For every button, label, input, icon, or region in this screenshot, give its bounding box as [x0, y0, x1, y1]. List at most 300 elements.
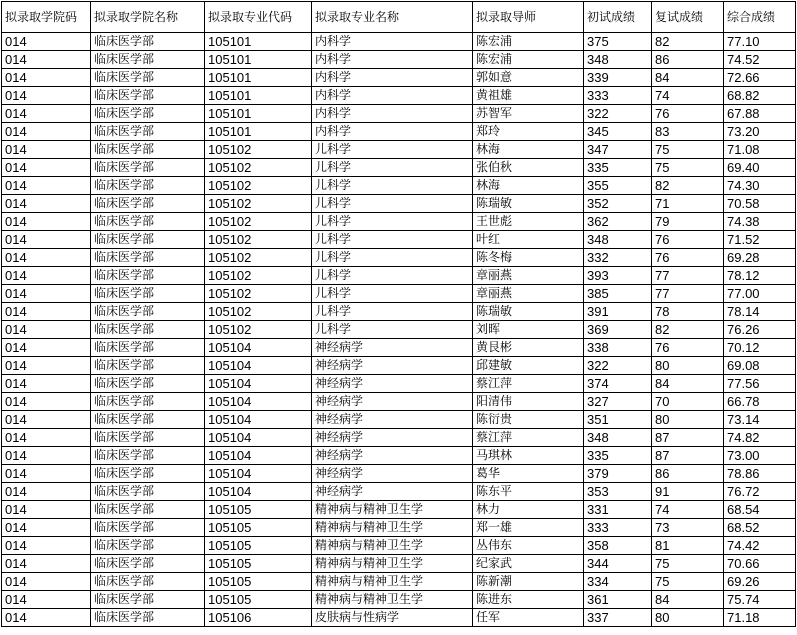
cell-college-code: 014 [2, 141, 91, 159]
cell-total-score: 73.20 [724, 123, 796, 141]
cell-retest-score: 77 [652, 285, 724, 303]
cell-advisor: 蔡江萍 [473, 429, 584, 447]
cell-advisor: 章丽燕 [473, 267, 584, 285]
cell-college-code: 014 [2, 33, 91, 51]
cell-total-score: 70.58 [724, 195, 796, 213]
cell-initial-score: 348 [584, 429, 652, 447]
cell-total-score: 72.66 [724, 69, 796, 87]
cell-college-name: 临床医学部 [91, 213, 205, 231]
cell-retest-score: 84 [652, 375, 724, 393]
cell-college-name: 临床医学部 [91, 177, 205, 195]
cell-advisor: 林海 [473, 177, 584, 195]
cell-total-score: 77.56 [724, 375, 796, 393]
cell-college-code: 014 [2, 213, 91, 231]
cell-college-code: 014 [2, 429, 91, 447]
table-row [2, 447, 796, 465]
cell-initial-score: 369 [584, 321, 652, 339]
cell-total-score: 78.86 [724, 465, 796, 483]
cell-major-code: 105104 [205, 465, 312, 483]
cell-college-code: 014 [2, 105, 91, 123]
cell-retest-score: 79 [652, 213, 724, 231]
cell-advisor: 陈宏浦 [473, 51, 584, 69]
cell-major-code: 105102 [205, 285, 312, 303]
cell-college-code: 014 [2, 249, 91, 267]
cell-initial-score: 335 [584, 447, 652, 465]
cell-advisor: 蔡江萍 [473, 375, 584, 393]
cell-advisor: 邱建敏 [473, 357, 584, 375]
cell-retest-score: 70 [652, 393, 724, 411]
cell-major-name: 儿科学 [312, 267, 473, 285]
cell-total-score: 76.72 [724, 483, 796, 501]
cell-college-code: 014 [2, 447, 91, 465]
cell-total-score: 68.82 [724, 87, 796, 105]
cell-total-score: 69.28 [724, 249, 796, 267]
cell-major-name: 精神病与精神卫生学 [312, 501, 473, 519]
cell-college-name: 临床医学部 [91, 357, 205, 375]
cell-advisor: 陈冬梅 [473, 249, 584, 267]
cell-advisor: 陈瑞敏 [473, 303, 584, 321]
cell-initial-score: 335 [584, 159, 652, 177]
cell-major-code: 105105 [205, 519, 312, 537]
cell-initial-score: 334 [584, 573, 652, 591]
cell-advisor: 陈衍贵 [473, 411, 584, 429]
col-header-college-code: 拟录取学院码 [2, 2, 91, 33]
cell-major-name: 儿科学 [312, 285, 473, 303]
cell-initial-score: 362 [584, 213, 652, 231]
cell-initial-score: 344 [584, 555, 652, 573]
cell-advisor: 陈瑞敏 [473, 195, 584, 213]
cell-major-code: 105105 [205, 591, 312, 609]
cell-college-name: 临床医学部 [91, 141, 205, 159]
cell-college-code: 014 [2, 195, 91, 213]
cell-advisor: 阳清伟 [473, 393, 584, 411]
cell-college-code: 014 [2, 231, 91, 249]
cell-college-name: 临床医学部 [91, 501, 205, 519]
cell-college-name: 临床医学部 [91, 465, 205, 483]
cell-retest-score: 75 [652, 159, 724, 177]
cell-advisor: 陈东平 [473, 483, 584, 501]
table-row [2, 609, 796, 627]
cell-college-name: 临床医学部 [91, 123, 205, 141]
cell-initial-score: 348 [584, 231, 652, 249]
cell-retest-score: 84 [652, 69, 724, 87]
cell-college-name: 临床医学部 [91, 573, 205, 591]
cell-major-name: 儿科学 [312, 249, 473, 267]
cell-major-code: 105104 [205, 411, 312, 429]
cell-college-code: 014 [2, 537, 91, 555]
cell-major-name: 儿科学 [312, 231, 473, 249]
cell-major-name: 儿科学 [312, 159, 473, 177]
cell-initial-score: 331 [584, 501, 652, 519]
cell-college-code: 014 [2, 123, 91, 141]
table-row [2, 375, 796, 393]
cell-initial-score: 333 [584, 87, 652, 105]
cell-retest-score: 86 [652, 465, 724, 483]
cell-total-score: 77.10 [724, 33, 796, 51]
cell-total-score: 71.18 [724, 609, 796, 627]
cell-college-code: 014 [2, 393, 91, 411]
cell-total-score: 74.42 [724, 537, 796, 555]
cell-college-code: 014 [2, 51, 91, 69]
table-row [2, 465, 796, 483]
table-row [2, 555, 796, 573]
col-header-major-name: 拟录取专业名称 [312, 2, 473, 33]
cell-retest-score: 83 [652, 123, 724, 141]
cell-college-code: 014 [2, 555, 91, 573]
table-row [2, 159, 796, 177]
cell-initial-score: 347 [584, 141, 652, 159]
cell-initial-score: 332 [584, 249, 652, 267]
table-row [2, 393, 796, 411]
cell-total-score: 69.08 [724, 357, 796, 375]
cell-major-code: 105105 [205, 555, 312, 573]
table-row [2, 429, 796, 447]
cell-major-code: 105104 [205, 357, 312, 375]
cell-advisor: 马琪林 [473, 447, 584, 465]
table-row [2, 33, 796, 51]
cell-advisor: 黄祖雄 [473, 87, 584, 105]
cell-advisor: 林海 [473, 141, 584, 159]
table-row [2, 411, 796, 429]
col-header-college-name: 拟录取学院名称 [91, 2, 205, 33]
cell-college-name: 临床医学部 [91, 591, 205, 609]
table-row [2, 519, 796, 537]
cell-initial-score: 385 [584, 285, 652, 303]
cell-college-code: 014 [2, 519, 91, 537]
col-header-major-code: 拟录取专业代码 [205, 2, 312, 33]
cell-retest-score: 74 [652, 87, 724, 105]
cell-total-score: 77.00 [724, 285, 796, 303]
cell-major-code: 105104 [205, 483, 312, 501]
cell-major-code: 105104 [205, 375, 312, 393]
cell-major-code: 105104 [205, 429, 312, 447]
table-row [2, 321, 796, 339]
cell-initial-score: 352 [584, 195, 652, 213]
cell-total-score: 71.52 [724, 231, 796, 249]
cell-major-name: 神经病学 [312, 357, 473, 375]
cell-major-code: 105106 [205, 609, 312, 627]
cell-major-code: 105102 [205, 231, 312, 249]
cell-major-name: 儿科学 [312, 141, 473, 159]
cell-retest-score: 87 [652, 429, 724, 447]
cell-advisor: 郑一雄 [473, 519, 584, 537]
cell-retest-score: 76 [652, 105, 724, 123]
cell-college-code: 014 [2, 339, 91, 357]
cell-initial-score: 358 [584, 537, 652, 555]
table-row [2, 141, 796, 159]
table-row [2, 537, 796, 555]
cell-college-code: 014 [2, 411, 91, 429]
cell-retest-score: 86 [652, 51, 724, 69]
cell-total-score: 70.66 [724, 555, 796, 573]
cell-major-code: 105101 [205, 123, 312, 141]
cell-retest-score: 82 [652, 321, 724, 339]
cell-advisor: 葛华 [473, 465, 584, 483]
table-row [2, 123, 796, 141]
col-header-advisor: 拟录取导师 [473, 2, 584, 33]
cell-major-code: 105102 [205, 249, 312, 267]
cell-major-code: 105102 [205, 213, 312, 231]
cell-major-code: 105105 [205, 573, 312, 591]
cell-major-name: 内科学 [312, 51, 473, 69]
cell-college-code: 014 [2, 357, 91, 375]
cell-initial-score: 339 [584, 69, 652, 87]
cell-major-name: 神经病学 [312, 411, 473, 429]
cell-major-name: 精神病与精神卫生学 [312, 537, 473, 555]
cell-college-code: 014 [2, 321, 91, 339]
cell-advisor: 林力 [473, 501, 584, 519]
cell-major-code: 105105 [205, 537, 312, 555]
cell-advisor: 刘晖 [473, 321, 584, 339]
cell-initial-score: 353 [584, 483, 652, 501]
cell-retest-score: 87 [652, 447, 724, 465]
cell-retest-score: 84 [652, 591, 724, 609]
cell-major-name: 神经病学 [312, 375, 473, 393]
cell-major-name: 内科学 [312, 33, 473, 51]
cell-major-name: 神经病学 [312, 447, 473, 465]
cell-retest-score: 75 [652, 555, 724, 573]
cell-retest-score: 80 [652, 411, 724, 429]
cell-major-name: 神经病学 [312, 393, 473, 411]
table-row [2, 501, 796, 519]
cell-college-code: 014 [2, 573, 91, 591]
cell-retest-score: 80 [652, 609, 724, 627]
cell-retest-score: 82 [652, 177, 724, 195]
cell-major-name: 内科学 [312, 123, 473, 141]
cell-major-code: 105102 [205, 303, 312, 321]
cell-initial-score: 338 [584, 339, 652, 357]
cell-total-score: 69.40 [724, 159, 796, 177]
cell-initial-score: 337 [584, 609, 652, 627]
cell-college-code: 014 [2, 465, 91, 483]
cell-college-code: 014 [2, 303, 91, 321]
cell-major-name: 皮肤病与性病学 [312, 609, 473, 627]
cell-major-name: 内科学 [312, 105, 473, 123]
cell-major-name: 儿科学 [312, 213, 473, 231]
cell-college-name: 临床医学部 [91, 69, 205, 87]
table-row [2, 267, 796, 285]
cell-advisor: 丛伟东 [473, 537, 584, 555]
cell-major-code: 105102 [205, 177, 312, 195]
cell-advisor: 苏智军 [473, 105, 584, 123]
cell-college-code: 014 [2, 501, 91, 519]
cell-retest-score: 75 [652, 573, 724, 591]
cell-advisor: 张伯秋 [473, 159, 584, 177]
cell-total-score: 67.88 [724, 105, 796, 123]
cell-major-name: 儿科学 [312, 303, 473, 321]
cell-college-name: 临床医学部 [91, 375, 205, 393]
cell-major-name: 儿科学 [312, 321, 473, 339]
cell-major-code: 105102 [205, 321, 312, 339]
cell-major-name: 精神病与精神卫生学 [312, 555, 473, 573]
cell-total-score: 78.12 [724, 267, 796, 285]
cell-total-score: 73.00 [724, 447, 796, 465]
cell-initial-score: 322 [584, 105, 652, 123]
cell-initial-score: 375 [584, 33, 652, 51]
cell-college-name: 临床医学部 [91, 609, 205, 627]
cell-college-code: 014 [2, 483, 91, 501]
cell-college-name: 临床医学部 [91, 231, 205, 249]
cell-college-code: 014 [2, 375, 91, 393]
cell-total-score: 69.26 [724, 573, 796, 591]
cell-college-code: 014 [2, 159, 91, 177]
table-row [2, 105, 796, 123]
cell-college-name: 临床医学部 [91, 105, 205, 123]
cell-initial-score: 351 [584, 411, 652, 429]
cell-college-name: 临床医学部 [91, 483, 205, 501]
cell-total-score: 76.26 [724, 321, 796, 339]
cell-major-code: 105105 [205, 501, 312, 519]
cell-major-name: 精神病与精神卫生学 [312, 573, 473, 591]
cell-initial-score: 345 [584, 123, 652, 141]
cell-major-name: 神经病学 [312, 465, 473, 483]
cell-initial-score: 355 [584, 177, 652, 195]
cell-major-code: 105104 [205, 447, 312, 465]
cell-initial-score: 374 [584, 375, 652, 393]
table-row [2, 87, 796, 105]
table-row [2, 303, 796, 321]
cell-college-name: 临床医学部 [91, 87, 205, 105]
table-row [2, 177, 796, 195]
cell-retest-score: 78 [652, 303, 724, 321]
cell-college-code: 014 [2, 177, 91, 195]
cell-college-code: 014 [2, 285, 91, 303]
cell-major-code: 105101 [205, 69, 312, 87]
cell-retest-score: 91 [652, 483, 724, 501]
col-header-total-score: 综合成绩 [724, 2, 796, 33]
cell-college-name: 临床医学部 [91, 411, 205, 429]
cell-major-name: 内科学 [312, 87, 473, 105]
cell-retest-score: 80 [652, 357, 724, 375]
cell-initial-score: 379 [584, 465, 652, 483]
cell-major-name: 内科学 [312, 69, 473, 87]
cell-initial-score: 391 [584, 303, 652, 321]
cell-college-name: 临床医学部 [91, 339, 205, 357]
cell-college-code: 014 [2, 87, 91, 105]
cell-advisor: 郭如意 [473, 69, 584, 87]
cell-total-score: 68.52 [724, 519, 796, 537]
cell-college-name: 临床医学部 [91, 51, 205, 69]
table-row [2, 591, 796, 609]
cell-advisor: 任军 [473, 609, 584, 627]
cell-major-code: 105101 [205, 33, 312, 51]
cell-major-name: 神经病学 [312, 483, 473, 501]
cell-advisor: 郑玲 [473, 123, 584, 141]
cell-total-score: 70.12 [724, 339, 796, 357]
cell-major-code: 105101 [205, 51, 312, 69]
cell-advisor: 陈宏浦 [473, 33, 584, 51]
cell-total-score: 74.52 [724, 51, 796, 69]
cell-advisor: 黄艮彬 [473, 339, 584, 357]
cell-retest-score: 76 [652, 231, 724, 249]
cell-retest-score: 82 [652, 33, 724, 51]
cell-retest-score: 76 [652, 339, 724, 357]
col-header-initial-score: 初试成绩 [584, 2, 652, 33]
cell-college-name: 临床医学部 [91, 555, 205, 573]
table-row [2, 573, 796, 591]
cell-major-code: 105104 [205, 393, 312, 411]
table-row [2, 285, 796, 303]
cell-college-name: 临床医学部 [91, 159, 205, 177]
cell-initial-score: 333 [584, 519, 652, 537]
table-row [2, 483, 796, 501]
table-row [2, 195, 796, 213]
cell-college-name: 临床医学部 [91, 267, 205, 285]
table-row [2, 231, 796, 249]
table-row [2, 51, 796, 69]
cell-college-code: 014 [2, 69, 91, 87]
cell-major-code: 105104 [205, 339, 312, 357]
cell-major-code: 105101 [205, 87, 312, 105]
cell-retest-score: 77 [652, 267, 724, 285]
cell-total-score: 74.30 [724, 177, 796, 195]
cell-college-code: 014 [2, 267, 91, 285]
cell-retest-score: 75 [652, 141, 724, 159]
cell-college-name: 临床医学部 [91, 447, 205, 465]
cell-major-name: 儿科学 [312, 195, 473, 213]
cell-college-name: 临床医学部 [91, 285, 205, 303]
table-row [2, 213, 796, 231]
cell-initial-score: 348 [584, 51, 652, 69]
cell-total-score: 71.08 [724, 141, 796, 159]
cell-initial-score: 393 [584, 267, 652, 285]
cell-retest-score: 74 [652, 501, 724, 519]
table-row [2, 339, 796, 357]
cell-total-score: 66.78 [724, 393, 796, 411]
cell-total-score: 68.54 [724, 501, 796, 519]
cell-major-name: 精神病与精神卫生学 [312, 519, 473, 537]
cell-college-name: 临床医学部 [91, 195, 205, 213]
cell-college-name: 临床医学部 [91, 321, 205, 339]
cell-college-code: 014 [2, 609, 91, 627]
cell-total-score: 73.14 [724, 411, 796, 429]
cell-retest-score: 71 [652, 195, 724, 213]
table-row [2, 69, 796, 87]
cell-initial-score: 361 [584, 591, 652, 609]
cell-advisor: 叶红 [473, 231, 584, 249]
cell-advisor: 陈进东 [473, 591, 584, 609]
cell-advisor: 王世彪 [473, 213, 584, 231]
cell-total-score: 74.82 [724, 429, 796, 447]
header-row [2, 2, 796, 33]
cell-major-name: 神经病学 [312, 429, 473, 447]
cell-major-code: 105102 [205, 159, 312, 177]
table-row [2, 357, 796, 375]
cell-advisor: 陈新潮 [473, 573, 584, 591]
cell-total-score: 74.38 [724, 213, 796, 231]
cell-initial-score: 327 [584, 393, 652, 411]
cell-college-name: 临床医学部 [91, 249, 205, 267]
cell-major-name: 神经病学 [312, 339, 473, 357]
col-header-retest-score: 复试成绩 [652, 2, 724, 33]
table-row [2, 249, 796, 267]
cell-college-name: 临床医学部 [91, 537, 205, 555]
cell-college-name: 临床医学部 [91, 393, 205, 411]
cell-major-code: 105102 [205, 195, 312, 213]
cell-total-score: 78.14 [724, 303, 796, 321]
cell-retest-score: 81 [652, 537, 724, 555]
cell-college-name: 临床医学部 [91, 303, 205, 321]
cell-retest-score: 73 [652, 519, 724, 537]
cell-retest-score: 76 [652, 249, 724, 267]
cell-major-code: 105102 [205, 267, 312, 285]
cell-major-name: 儿科学 [312, 177, 473, 195]
cell-total-score: 75.74 [724, 591, 796, 609]
admission-table [1, 1, 796, 627]
cell-major-name: 精神病与精神卫生学 [312, 591, 473, 609]
cell-college-name: 临床医学部 [91, 33, 205, 51]
cell-college-code: 014 [2, 591, 91, 609]
